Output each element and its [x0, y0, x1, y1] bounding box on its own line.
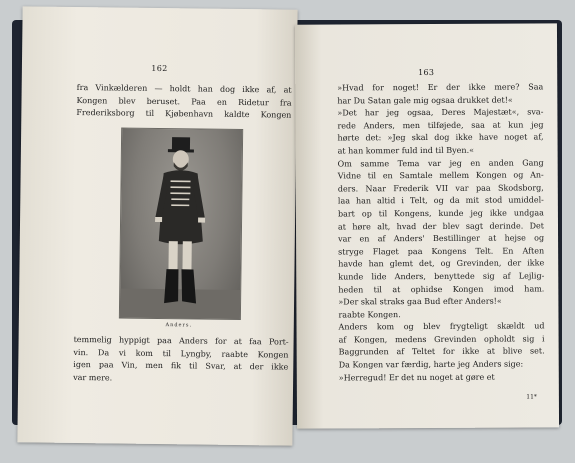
text-line: Anders kom og blev frygteligt skældt ud [338, 321, 545, 332]
paragraph-top [76, 82, 291, 122]
text-line: ders. Naar Frederik VII var paa Skodsborg, [337, 183, 544, 194]
page-text [337, 81, 545, 384]
text-line: kunde lide Anders, benyttede sig af Lejlig- [338, 271, 545, 282]
photo-caption: Anders. [165, 322, 193, 329]
page-number: 163 [418, 67, 435, 78]
text-line: stryge Flaget paa Kongens Telt. En Aften [338, 246, 545, 257]
text-line: af Kongen, medens Grevinden opholdt sig i [338, 334, 545, 345]
signature-mark: 11* [526, 393, 537, 401]
text-line: »Herregud! Er det nu noget at gøre et [338, 372, 495, 383]
paragraph-bottom [73, 334, 289, 387]
text-line: temmelig hyppigt paa Anders for at faa Port- [73, 334, 289, 347]
text-line: at han kommer fuld ind til Byen.« [337, 145, 475, 156]
text-line: bart op til Kongens, kunde jeg ikke undgaa [337, 208, 544, 219]
text-line: »Der skal straks gaa Bud efter Anders!« [338, 296, 502, 307]
text-line: igen paa Vin, men fik til Svar, at der ikke [73, 360, 289, 372]
text-line: »Hvad for noget! Er der ikke mere? Saa [337, 82, 544, 93]
left-page [17, 6, 297, 445]
text-line: har Du Satan gale mig ogsaa drukket det!« [337, 95, 513, 106]
text-line: Frederiksborg til Kjøbenhavn kaldte Kongen [76, 108, 292, 120]
text-line: »Det har jeg ogsaa, Deres Majestæt«, sva- [337, 107, 544, 118]
page-number: 162 [151, 63, 168, 74]
text-line: var en af Anders' Bestillinger at hejse og [338, 233, 545, 244]
text-line: heden til at ophidse Kongen imod ham. [338, 283, 545, 294]
text-line: Baggrunden af Teltet for ikke at blive set. [338, 346, 545, 357]
text-line: fra Vinkælderen — holdt han dog ikke af, at [76, 83, 292, 95]
text-line: Da Kongen var færdig, harte jeg Anders sige: [338, 359, 524, 370]
text-line: hørte det: »Jeg skal dog ikke have noget af, [337, 132, 544, 143]
text-line: Kongen blev beruset. Paa en Ridetur fra [76, 95, 292, 108]
right-page [295, 23, 559, 428]
text-line: laa han altid i Telt, og da mit stod umiddel- [337, 195, 544, 206]
text-line: var mere. [73, 372, 113, 383]
text-line: raabte Kongen. [338, 309, 401, 320]
portrait-photo [119, 128, 243, 320]
portrait-figure [120, 129, 242, 319]
text-line: vin. Da vi kom til Lyngby, raabte Kongen [73, 347, 289, 360]
text-line: Om samme Tema var jeg en anden Gang [337, 157, 544, 169]
text-line: at høre alt, hvad der blev sagt derinde. Det [337, 220, 545, 231]
text-line: Vidne til en Samtale mellem Kongen og An- [337, 170, 544, 181]
text-line: havde han glemt det, og Grevinden, der ikke [338, 258, 545, 269]
text-line: rede Anders, men tilføjede, saa at kun jeg [337, 120, 544, 131]
